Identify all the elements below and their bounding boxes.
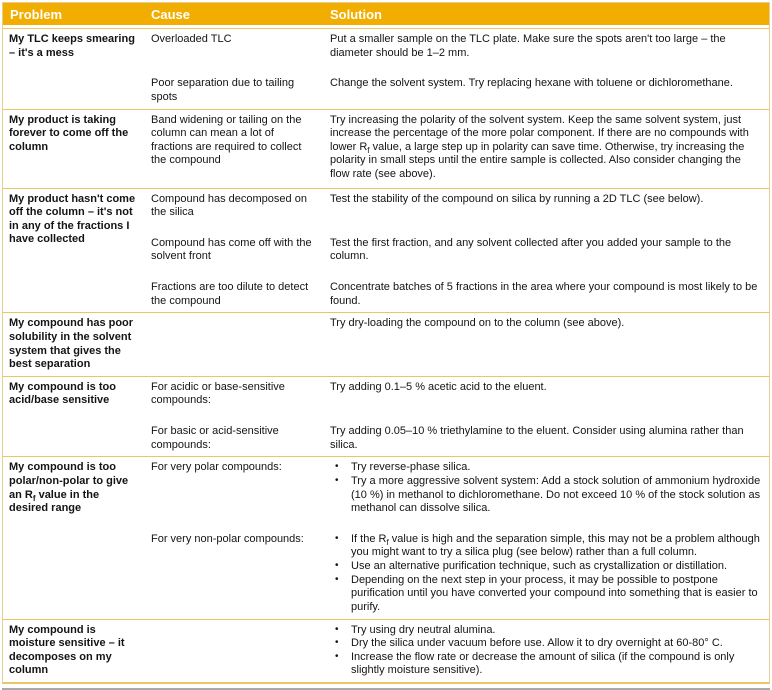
row-entries — [151, 113, 769, 184]
solution-cell: Try adding 0.05–10 % triethylamine to the eluent. Consider using alumina rather than silica. — [330, 425, 744, 451]
row-entries — [151, 623, 769, 679]
table-row — [3, 28, 769, 109]
cause-solution-entry — [151, 32, 769, 60]
solution-cell — [330, 532, 769, 615]
cause-solution-entry — [151, 280, 769, 308]
solution-bullet-item: • Dry the silica under vacuum before use. Allow it to dry overnight at 60-80° C. — [330, 637, 761, 651]
problem-cell: My product hasn't come off the column – it's not in any of the fractions I have collected — [9, 192, 136, 246]
solution-bullet-list — [330, 461, 761, 516]
cause-cell — [151, 623, 330, 679]
problem-cell: My compound has poor solubility in the solvent system that gives the best separation — [9, 317, 134, 371]
cause-solution-entry — [151, 192, 769, 220]
cause-solution-entry — [151, 380, 769, 408]
solution-cell — [330, 113, 769, 182]
problem-cell: My product is taking forever to come off the column — [9, 113, 129, 153]
solution-bullet-item — [330, 533, 761, 560]
row-entries — [151, 460, 769, 614]
problem-cell — [3, 460, 151, 614]
row-entries — [151, 32, 769, 105]
table-row — [3, 188, 769, 313]
column-header-cause: Cause — [151, 6, 191, 22]
cause-solution-entry — [151, 113, 769, 182]
column-header-solution: Solution — [330, 6, 382, 22]
table-row — [3, 619, 769, 683]
solution-bullet-item: • Use an alternative purification technique, such as crystallization or distillation. — [330, 560, 761, 574]
problem-cell: My compound is too acid/base sensitive — [9, 380, 116, 407]
table-row — [3, 456, 769, 618]
table-body — [3, 28, 769, 682]
rf-subscript: f — [32, 493, 36, 503]
cause-solution-entry — [151, 236, 769, 264]
cause-cell: Compound has come off with the solvent front — [151, 236, 312, 263]
troubleshooting-table — [2, 2, 770, 684]
table-row — [3, 376, 769, 457]
solution-cell: Try adding 0.1–5 % acetic acid to the eluent. — [330, 380, 547, 393]
solution-cell: Try dry-loading the compound on to the column (see above). — [330, 317, 625, 330]
solution-cell — [330, 460, 769, 516]
solution-cell: Change the solvent system. Try replacing hexane with toluene or dichloromethane. — [330, 77, 733, 90]
problem-cell: My compound is moisture sensitive – it decomposes on my column — [9, 623, 125, 677]
table-row — [3, 109, 769, 188]
problem-text: value in the desired range — [9, 488, 100, 515]
cause-solution-entry — [151, 316, 769, 331]
solution-bullet-item: • Try reverse-phase silica. — [330, 461, 761, 475]
column-header-problem: Problem — [10, 6, 63, 22]
cause-cell: Fractions are too dilute to detect the compound — [151, 281, 309, 307]
cause-solution-entry — [151, 424, 769, 452]
solution-bullet-list — [330, 624, 761, 679]
solution-cell: Concentrate batches of 5 fractions in the area where your compound is most likely to be found. — [330, 281, 758, 307]
solution-cell: Put a smaller sample on the TLC plate. Make sure the spots aren't too large – the diameter should be 1–2 mm. — [330, 33, 726, 59]
cause-solution-entry — [151, 623, 769, 679]
problem-text: My compound is too polar/non-polar to give an R — [9, 461, 129, 501]
solution-bullet-item: • Try using dry neutral alumina. — [330, 624, 761, 638]
solution-cell: Test the stability of the compound on silica by running a 2D TLC (see below). — [330, 192, 704, 205]
solution-text: value, a large step up in polarity can save time. Otherwise, try increasing the polarity in small steps until the entire sample is collected. Also consider changing the flow rate (see above). — [330, 140, 745, 180]
cause-cell: Overloaded TLC — [151, 33, 232, 45]
solution-bullet-item: • Depending on the next step in your process, it may be possible to postpone purification until you have converted your compound into something that is easier to purify. — [330, 574, 761, 615]
cause-solution-entry — [151, 460, 769, 516]
cause-cell: For acidic or base-sensitive compounds: — [151, 380, 285, 407]
table-header — [3, 3, 769, 28]
cause-solution-entry — [151, 76, 769, 104]
rf-subscript: f — [386, 537, 389, 547]
cause-cell: For very polar compounds: — [151, 461, 282, 474]
cause-solution-entry — [151, 532, 769, 615]
solution-cell: Test the first fraction, and any solvent collected after you added your sample to the column. — [330, 236, 732, 263]
cause-cell: Poor separation due to tailing spots — [151, 77, 295, 103]
solution-text: If the R — [351, 532, 387, 545]
cause-cell: For basic or acid-sensitive compounds: — [151, 425, 279, 451]
solution-bullet-item: • Try a more aggressive solvent system: Add a stock solution of ammonium hydroxide (10 %) in methanol to dichloromethane. Do not exceed 10 % of the stock solution as methanol can dissolve silica. — [330, 475, 761, 516]
solution-cell — [330, 623, 769, 679]
solution-text: value is high and the separation simple, this may not be a problem although you might want to try a silica plug (see below) rather than a full column. — [351, 532, 760, 559]
rf-subscript: f — [367, 145, 370, 155]
solution-bullet-item: • Increase the flow rate or decrease the amount of silica (if the compound is only slightly moisture sensitive). — [330, 651, 761, 678]
cause-cell — [151, 316, 330, 331]
row-entries — [151, 192, 769, 309]
problem-cell: My TLC keeps smearing – it's a mess — [9, 33, 135, 59]
solution-bullet-list — [330, 533, 761, 615]
cause-cell: For very non-polar compounds: — [151, 532, 304, 545]
row-entries — [151, 380, 769, 453]
row-entries — [151, 316, 769, 372]
solution-text: Try increasing the polarity of the solvent system. Keep the same solvent system, just increase the percentage of the more polar component. If there are no compounds with lower R — [330, 113, 749, 153]
table-row — [3, 312, 769, 376]
cause-cell: Compound has decomposed on the silica — [151, 192, 307, 219]
cause-cell: Band widening or tailing on the column can mean a lot of fractions are required to collect the compound — [151, 113, 302, 167]
